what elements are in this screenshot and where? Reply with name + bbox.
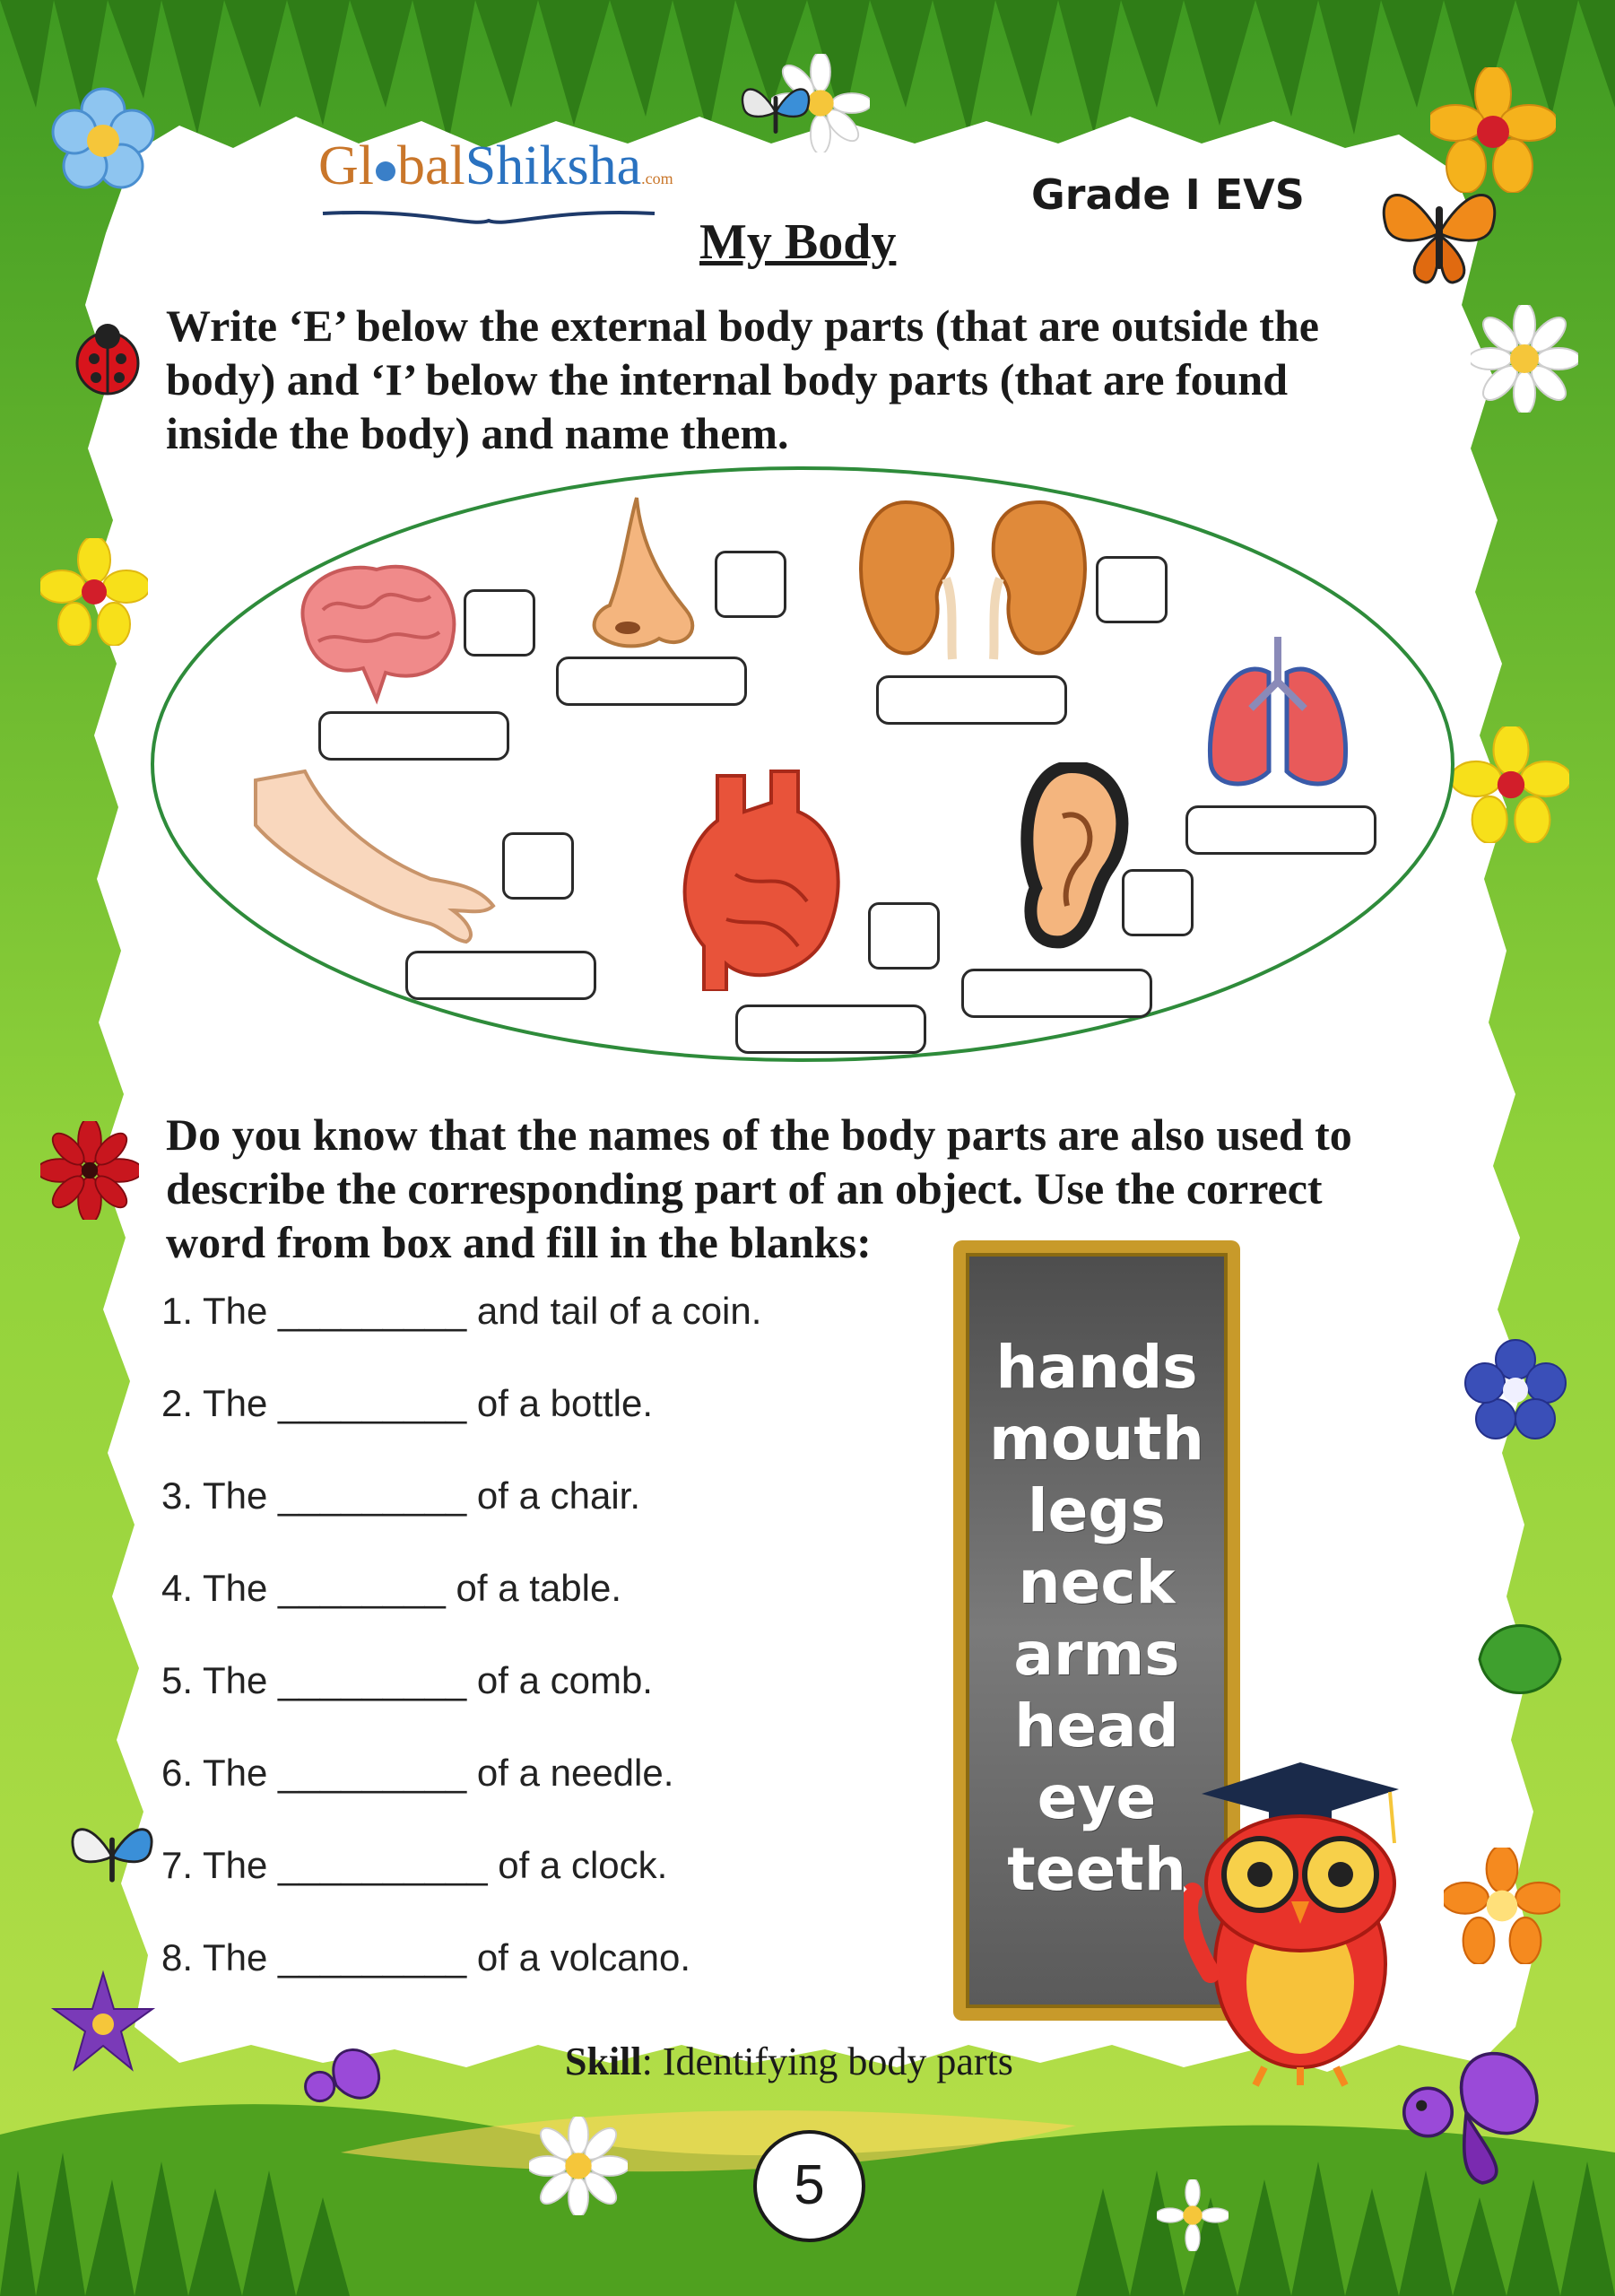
word-box-item: arms bbox=[1013, 1620, 1180, 1689]
answer-box-heart-type[interactable] bbox=[868, 902, 940, 970]
lungs-picture bbox=[1197, 637, 1359, 798]
butterfly-icon bbox=[287, 2036, 386, 2135]
word-box-item: legs bbox=[1028, 1476, 1166, 1545]
flower-icon bbox=[40, 1121, 139, 1220]
brand-suffix: .com bbox=[641, 170, 673, 187]
butterfly-icon bbox=[1372, 170, 1506, 296]
fill-blank-question: 3. The _________ of a chair. bbox=[161, 1474, 640, 1517]
answer-box-arm-type[interactable] bbox=[502, 832, 574, 900]
daisy-icon bbox=[529, 2117, 628, 2215]
instruction-line: Do you know that the names of the body parts are also used to bbox=[166, 1109, 1352, 1160]
brand-text: Shiksha bbox=[465, 135, 642, 196]
fill-blank-question: 5. The _________ of a comb. bbox=[161, 1659, 653, 1701]
fill-blank-question: 6. The _________ of a needle. bbox=[161, 1752, 674, 1794]
arm-picture bbox=[251, 762, 502, 951]
ladybug-icon bbox=[67, 318, 148, 399]
daisy-icon bbox=[1471, 305, 1578, 413]
fill-blank-question: 8. The _________ of a volcano. bbox=[161, 1936, 691, 1979]
leaf-icon bbox=[1471, 1614, 1569, 1704]
word-box-item: neck bbox=[1018, 1548, 1176, 1617]
answer-box-brain-type[interactable] bbox=[464, 589, 535, 657]
brand-text: bal bbox=[397, 135, 465, 196]
word-box-item: mouth bbox=[989, 1405, 1204, 1474]
section1-instructions bbox=[166, 299, 1319, 460]
page-title: My Body bbox=[699, 214, 897, 270]
page-number: 5 bbox=[794, 2154, 825, 2216]
flower-icon bbox=[49, 85, 157, 193]
fill-blank-question: 2. The _________ of a bottle. bbox=[161, 1382, 654, 1424]
answer-box-kidneys-name[interactable] bbox=[876, 675, 1067, 725]
nose-picture bbox=[583, 493, 708, 655]
answer-box-lungs-name[interactable] bbox=[1185, 805, 1376, 855]
daisy-icon bbox=[1157, 2179, 1229, 2251]
word-box-item: eye bbox=[1037, 1763, 1157, 1832]
ear-picture bbox=[1009, 762, 1134, 951]
answer-box-ear-name[interactable] bbox=[961, 969, 1152, 1018]
heart-picture bbox=[673, 767, 852, 991]
flower-icon bbox=[40, 538, 148, 646]
answer-box-kidneys-type[interactable] bbox=[1096, 556, 1168, 623]
kidneys-picture bbox=[852, 493, 1094, 664]
instruction-line: body) and ‘I’ below the internal body parts (that are found bbox=[166, 354, 1289, 404]
instruction-line: describe the corresponding part of an object. Use the correct bbox=[166, 1163, 1323, 1213]
brand-logo bbox=[318, 135, 673, 215]
word-box-item: hands bbox=[995, 1333, 1198, 1402]
instruction-line: word from box and fill in the blanks: bbox=[166, 1217, 872, 1267]
skill-heading: Skill bbox=[565, 2039, 642, 2083]
answer-box-nose-name[interactable] bbox=[556, 657, 747, 706]
brand-text: Gl bbox=[318, 135, 374, 196]
fill-blank-question: 4. The ________ of a table. bbox=[161, 1567, 621, 1609]
grade-label: Grade I EVS bbox=[1031, 170, 1305, 219]
brain-picture bbox=[287, 556, 466, 709]
answer-box-arm-name[interactable] bbox=[405, 951, 596, 1000]
answer-box-brain-name[interactable] bbox=[318, 711, 509, 761]
butterfly-icon bbox=[735, 72, 816, 152]
skill-label bbox=[565, 2039, 1013, 2084]
flower-icon bbox=[1453, 726, 1569, 843]
book-icon bbox=[318, 210, 659, 228]
flower-icon bbox=[49, 1969, 157, 2076]
word-box-item: teeth bbox=[1007, 1835, 1186, 1904]
fill-blank-question: 1. The _________ and tail of a coin. bbox=[161, 1290, 762, 1332]
globe-icon bbox=[376, 161, 395, 181]
page-number-badge bbox=[753, 2130, 865, 2242]
skill-text: : Identifying body parts bbox=[641, 2039, 1013, 2083]
instruction-line: inside the body) and name them. bbox=[166, 408, 789, 458]
instruction-line: Write ‘E’ below the external body parts (that are outside the bbox=[166, 300, 1319, 351]
flower-icon bbox=[1444, 1848, 1560, 1964]
flower-icon bbox=[1462, 1336, 1569, 1444]
word-box-item: head bbox=[1014, 1692, 1179, 1761]
answer-box-ear-type[interactable] bbox=[1122, 869, 1194, 936]
answer-box-nose-type[interactable] bbox=[715, 551, 786, 618]
fill-blank-question: 7. The __________ of a clock. bbox=[161, 1844, 668, 1886]
owl-icon bbox=[1184, 1758, 1408, 2090]
butterfly-icon bbox=[63, 1812, 161, 1901]
answer-box-heart-name[interactable] bbox=[735, 1004, 926, 1054]
